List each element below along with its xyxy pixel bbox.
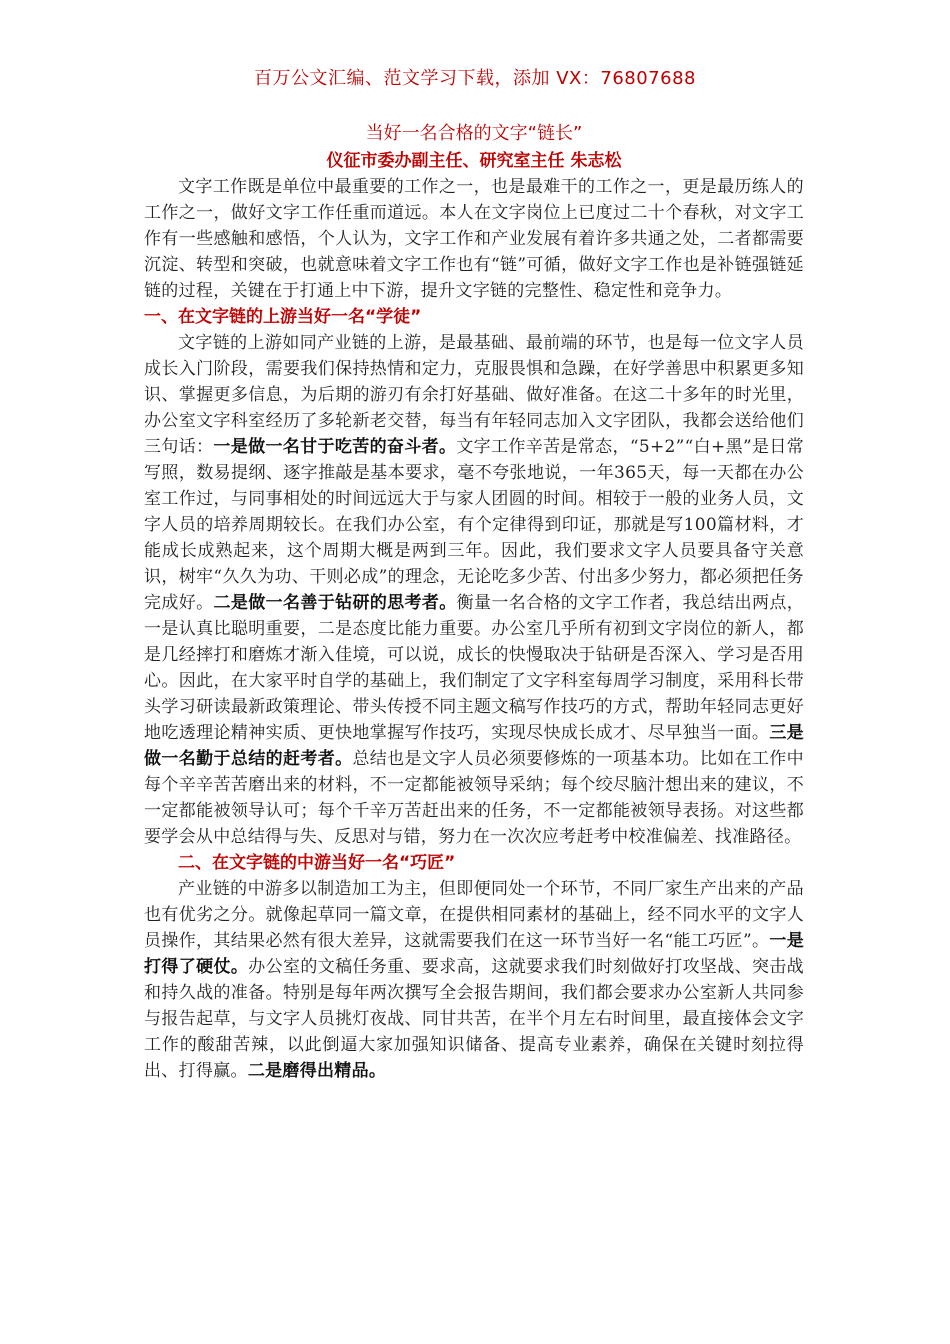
section-1-point-2: 二是做一名善于钻研的思考者。 [213,593,457,613]
intro-paragraph: 文字工作既是单位中最重要的工作之一，也是最难干的工作之一，更是最历练人的工作之一，做好文字工作任重而道远。本人在文字岗位上已度过二十个春秋，对文字工作有一些感触和感悟，个人认为，文字工作和产业发展有着许多共通之处，二者都需要沉淀、转型和突破，也就意味着文字工作也有“链”可循，做好文字工作也是补链强链延链的过程，关键在于打通上中下游，提升文字链的完整性、稳定性和竞争力。 [144,177,804,301]
article-body [144,120,804,1084]
header-banner: 百万公文汇编、范文学习下载，添加 VX：76807688 [254,68,696,89]
section-2-text-lead: 产业链的中游多以制造加工为主，但即便同处一个环节，不同厂家生产出来的产品也有优劣之分。就像起草同一篇文章，在提供相同素材的基础上，经不同水平的文字人员操作，其结果必然有很大差异，这就需要我们在这一环节当好一名“能工巧匠”。 [144,879,804,951]
section-2-point-2: 二是磨得出精品。 [247,1061,387,1081]
author-byline: 仪征市委办副主任、研究室主任 朱志松 [326,151,622,171]
section-1-text-2: 衡量一名合格的文字工作者，我总结出两点，一是认真比聪明重要，二是态度比能力重要。办公室几乎所有初到文字岗位的新人，都是几经摔打和磨炼才渐入佳境，可以说，成长的快慢取决于钻研是否深入、学习是否用心。因此，在大家平时自学的基础上，我们制定了文字科室每周学习制度，采用科长带头学习研读最新政策理论、带头传授不同主题文稿写作技巧的方式，帮助年轻同志更好地吃透理论精神实质、更快地掌握写作技巧，实现尽快成长成才、尽早独当一面。 [144,593,805,743]
section-2-text-1: 办公室的文稿任务重、要求高，这就要求我们时刻做好打攻坚战、突击战和持久战的准备。特别是每年两次撰写全会报告期间，我们都会要求办公室新人共同参与报告起草，与文字人员挑灯夜战、同甘共苦，在半个月左右时间里，最直接体会文字工作的酸甜苦辣，以此倒逼大家加强知识储备、提高专业素养，确保在关键时刻拉得出、打得赢。 [144,957,804,1081]
section-1-point-3: 三是做一名勤于总结的赶考者。 [144,723,804,769]
section-1-paragraph [144,330,804,850]
section-2-point-1: 一是打得了硬仗。 [144,931,804,977]
article-title: 当好一名合格的文字“链长” [365,123,583,144]
section-2-paragraph [144,876,804,1084]
section-1-text-3: 总结也是文字人员必须要修炼的一项基本功。比如在工作中每个辛辛苦苦磨出来的材料，不一定都能被领导采纳；每个绞尽脑汁想出来的建议，不一定都能被领导认可；每个千辛万苦赶出来的任务，不一定都能被领导表扬。对这些都要学会从中总结得与失、反思对与错，努力在一次次应考赶考中校准偏差、找准路径。 [144,749,804,847]
section-1-text-lead: 文字链的上游如同产业链的上游，是最基础、最前端的环节，也是每一位文字人员成长入门阶段，需要我们保持热情和定力，克服畏惧和急躁，在好学善思中积累更多知识、掌握更多信息，为后期的游刃有余打好基础、做好准备。在这二十多年的时光里，办公室文字科室经历了多轮新老交替，每当有年轻同志加入文字团队，我都会送给他们三句话： [144,333,804,457]
section-heading-2: 二、在文字链的中游当好一名“巧匠” [178,853,456,873]
section-1-text-1: 文字工作辛苦是常态，“5+2”“白+黑”是日常写照，数易提纲、逐字推敲是基本要求，毫不夸张地说，一年365天，每一天都在办公室工作过，与同事相处的时间远远大于与家人团圆的时间。相较于一般的业务人员，文字人员的培养周期较长。在我们办公室，有个定律得到印证，那就是写100篇材料，才能成长成熟起来，这个周期大概是两到三年。因此，我们要求文字人员要具备守关意识，树牢“久久为功、干则必成”的理念，无论吃多少苦、付出多少努力，都必须把任务完成好。 [144,437,804,613]
section-1-point-1: 一是做一名甘于吃苦的奋斗者。 [213,437,457,457]
section-heading-1: 一、在文字链的上游当好一名“学徒” [144,307,422,327]
